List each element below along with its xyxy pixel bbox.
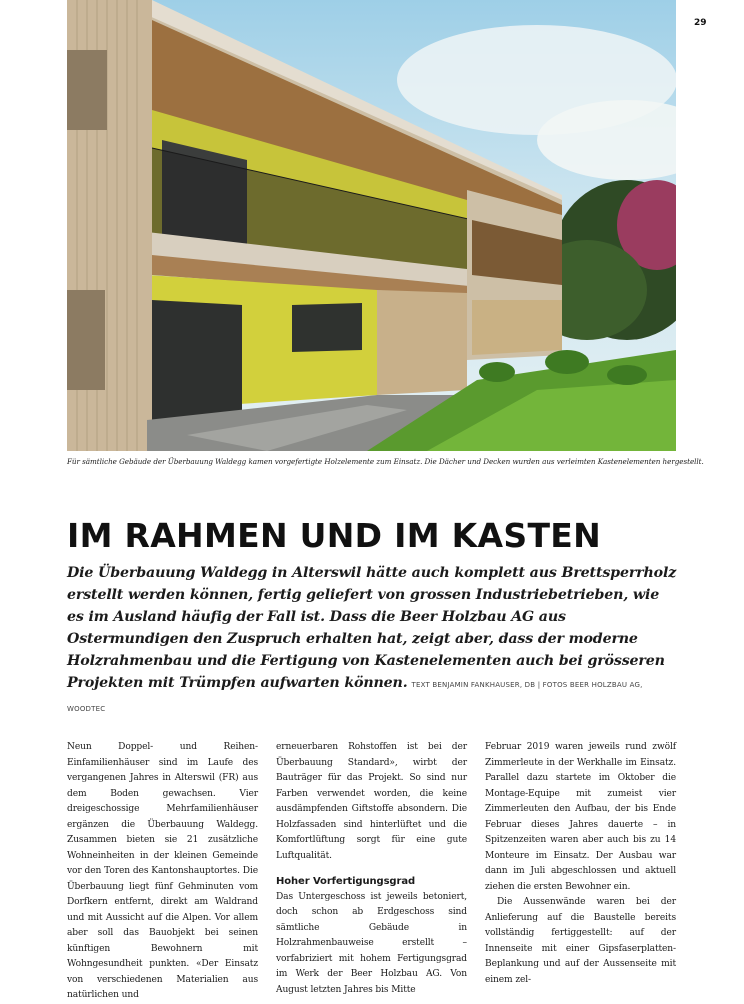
article-credit: TEXT BENJAMIN FANKHAUSER, DB | FOTOS BEER HOLZBAU AG, WOODTEC [67,681,643,713]
article-headline: IM RAHMEN UND IM KASTEN [67,516,602,555]
body-column-2 [276,740,467,998]
body-paragraph: erneuerbaren Rohstoffen ist bei der Überbauung Standard», wirbt der Bauträger für das Projekt. So sind nur Farben verwendet worden, die keine ausdämpfenden Giftstoffe absondern. Die Holzfassaden sind hinterlüftet und die Komfortlüftung sorgt für eine gute Luftqualität. [276,742,467,861]
photo-caption: Für sämtliche Gebäude der Überbauung Waldegg kamen vorgefertigte Holzelemente zum Einsatz. Die Dächer und Decken wurden aus verleimten Kastenelementen hergestellt. [67,457,704,466]
body-paragraph: Die Aussenwände waren bei der Anlieferung auf die Baustelle bereits vollständig fertiggestellt: auf der Innenseite mit einer Gipsfaserplatten-Beplankung und auf der Aussenseite mit einem zel- [485,897,676,985]
lead-text: Die Überbauung Waldegg in Alterswil hätte auch komplett aus Brettsperrholz erstellt werden können, fertig geliefert von grossen Industriebetrieben, wie es im Ausland häufig der Fall ist. Dass die Beer Holzbau AG aus Ostermundigen den Zuspruch erhalten hat, zeigt aber, dass der moderne Holzrahmenbau und die Fertigung von Kastenelementen auch bei grösseren Projekten mit Trümpfen aufwarten können. [67,565,677,691]
article-lead [67,562,679,720]
building-photo [67,0,676,451]
body-paragraph: Februar 2019 waren jeweils rund zwölf Zimmerleute in der Werkhalle im Einsatz. Parallel dazu startete im Oktober die Montage-Equipe mit zumeist vier Zimmerleuten den Aufbau, der bis Ende Februar dieses Jahres dauerte – in Spitzenzeiten waren aber auch bis zu 14 Monteure im Einsatz. Der Ausbau war dann im Juli abgeschlossen und aktuell ziehen die ersten Bewohner ein. [485,742,676,892]
body-paragraph: Das Untergeschoss ist jeweils betoniert, doch schon ab Erdgeschoss sind sämtliche Gebäude in Holzrahmenbauweise erstellt – vorfabriziert mit hohem Fertigungsgrad im Werk der Beer Holzbau AG. Von August letzten Jahres bis Mitte [276,891,467,995]
body-column-3 [485,740,676,988]
body-column-1 [67,740,258,1004]
page-number: 29 [694,18,707,28]
section-subhead: Hoher Vorfertigungsgrad [276,876,416,887]
body-paragraph: Neun Doppel- und Reihen-Einfamilienhäuser sind im Laufe des vergangenen Jahres in Alterswil (FR) aus dem Boden gewachsen. Vier dreigeschossige Mehrfamilienhäuser ergänzen die Überbauung Waldegg. Zusammen bieten sie 21 zusätzliche Wohneinheiten in der kleinen Gemeinde vor den Toren des Kantonshauptortes. Die Überbauung liegt fünf Gehminuten vom Dorfkern entfernt, direkt am Waldrand und mit Aussicht auf die Alpen. Vor allem aber soll das Bauobjekt bei seinen künftigen Bewohnern mit Wohngesundheit punkten. «Der Einsatz von verschiedenen Materialien aus natürlichen und [67,742,258,1000]
